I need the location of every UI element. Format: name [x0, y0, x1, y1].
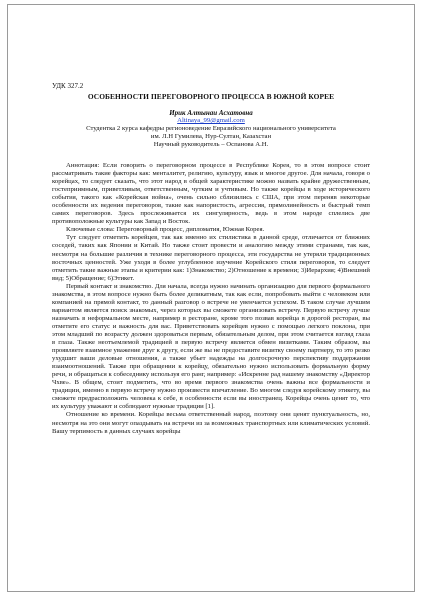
body-paragraph: Первый контакт и знакомство. Для начала, всегда нужно начинать организацию для первого формального знакомства, в этом вопросе нужно быть более деликатным, так как если, попробовать выйти с человеком или компанией на прямой контакт, то данный разговор о встрече не увенчается успехом. В таком случае лучшим вариантом является поиск знакомых, через которых вы сможете организовать встречу. Первую встречу лучше назначать в неформальном месте, например в ресторане, кроме того позвав корейца в дорогой ресторан, вы отметите его статус и важность для вас. Приветствовать корейцев нужно с помощью легкого поклона, при этом младший по возрасту должен здороваться первым, обязательным делом, при этом считается взгляд глаза в глаза. Также неотъемлемой традицией в первую встречу является обмен визитками. Таким образом, вы проявляете взаимное уважение друг к другу, если же вы не предоставите визитку своему партнеру, то это резко ухудшит ваши деловые отношения, а также убьет надежды на долгосрочную перспективу поддержания взаимоотношений. Также при обращении к корейцу, обязательно нужно использовать формальную форму речи, и обращаться к собеседнику используя его ранг, например: «Искренне рад нашему знакомству «Директор Чхве». В общем, стоит подметить, что во время первого знакомства очень важны все формальности и традиции, именно в первую встречу нужно произвести впечатление. Во многом следуя корейскому этикету, вы сможете предрасположить человека к себе, в особенности если вы иностранец. Корейцы очень ценят то, что их культуру уважают и соблюдают нужные традиции [1].: [52, 282, 370, 411]
abstract-paragraph: Аннотация: Если говорить о переговорном процессе в Республике Корея, то в этом вопросе стоит рассматривать такие факторы как: менталитет, религию, культуру, язык и многое другое. Для начала, говоря о корейцах, то следует сказать, что этот народ в общей характеристике можно назвать крайне дружественным, гостеприимным, приветливым, ответственным, чутким и учтивым. Но также корейцы в ходе исторического события, такого как «Корейская война», очень сильно сблизились с США, при этом переняв некоторые особенности их ведения переговоров, такие как напористость, агрессия, прямолинейность и быстрый темп самих переговоров. Здесь прослеживается их сингулярность, ведь в этом народе сплелись две противоположные культуры как Запад и Восток.: [52, 162, 370, 226]
author-name: Ирик Алтынаи Асхатовна: [169, 109, 253, 117]
author-email-link[interactable]: Altinaya_99@gmail.com: [177, 117, 245, 125]
udk-code: УДК 327.2: [52, 82, 84, 90]
article-title: ОСОБЕННОСТИ ПЕРЕГОВОРНОГО ПРОЦЕССА В ЮЖНОЙ КОРЕЕ: [87, 92, 335, 101]
author-affiliation-line-2: им. Л.Н Гумилева, Нур-Султан, Казахстан: [150, 133, 272, 141]
body-paragraph: Отношение ко времени. Корейцы весьма ответственный народ, поэтому они ценят пунктуальность, но, несмотря на это они могут опаздывать на встречи из за возможных транспортных или климатических условий. Вашу терпимость в данных случаях корейцы: [52, 411, 370, 435]
author-affiliation-line-1: Студентка 2 курса кафедры регионоведение Евразийского национального университета: [86, 125, 336, 133]
article-body: [52, 162, 370, 436]
scientific-advisor: Научный руководитель – Оспанова А.Н.: [153, 141, 269, 149]
document-page: [7, 4, 415, 592]
author-block: [52, 109, 370, 149]
keywords-paragraph: Ключевые слова: Переговорный процесс, дипломатия, Южная Корея.: [66, 226, 265, 234]
body-paragraph: Тут следует отметить корейцев, так как именно их стилистика в данной среде, отличается от ближних соседей, таких как Японии и Китай. Но также стоит провести и аналогию между этими странами, так как, несмотря на большие различия в технике переговорного процесса, эти государства не утеряли традиционных восточных ценностей. Уже уходя в более углубленное изучение Корейского стиля переговоров, то следует отметить такие важные этапы и критерии как: 1)Знакомство; 2)Отношение к времени; 3)Иерархия; 4)Внешний вид; 5)Обращение; 6)Этикет.: [52, 234, 370, 282]
